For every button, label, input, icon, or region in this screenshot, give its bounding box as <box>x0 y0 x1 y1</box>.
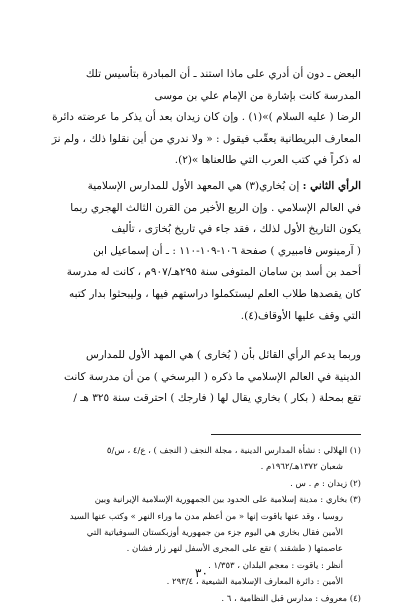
text-line: ( آرمينوس فامبيري ) صفحة ١٠٦-١٠٩-١١٠ : ـ أن إسماعيل ابن <box>93 244 361 257</box>
text-line: الدينية في العالم الإسلامي ما ذكره ( البرسخي ) من أن مدرسة كانت <box>64 370 361 383</box>
footnote-line: عاصمتها ( طشقند ) تقع على المجرى الأسفل لنهر زار فشان . <box>126 544 343 555</box>
text-line: المدرسة كانت بإشارة من الإمام علي بن موسى <box>154 89 361 102</box>
text-segment: إن بُخاري(٣) هي المعهد الأول للمدارس الإسلامية <box>87 179 300 192</box>
footnote-line: شعبان ١٣٧٢هـ/١٩٦٢م . <box>260 462 343 473</box>
text-line: تقع بمحلة ( بكار ) بخاري يقال لها ( فارجك ) احترقت سنة ٣٢٥ هـ / <box>73 392 361 405</box>
footnote-line: (١) الهلالي : نشأة المدارس الدينية ، مجلة النجف ( النجف ) ، ع/٤ ، س/٥ <box>106 445 361 456</box>
footnote-line: (٤) معروف : مدارس قبل النظامية ، ٦ . <box>221 593 361 604</box>
text-line: له ذكراً في كتب العرب التي طالعناها »(٢). <box>174 154 361 167</box>
page-number: ٣٠ <box>195 566 208 580</box>
footnote-line: (٣) بخاري : مدينة إسلامية على الحدود بين الجمهورية الإسلامية الإيرانية وبين <box>94 495 361 506</box>
paragraph-1 <box>40 64 361 172</box>
text-line: أحمد بن أسد بن سامان المتوفى سنة ٢٩٥هـ/٩٠٧م ، كانت له مدرسة <box>66 266 361 279</box>
footnote-line: روسيا ، وقد عنها ياقوت إنها « من أعظم مدن ما وراء النهر » وكتب عنها السيد <box>69 511 343 522</box>
text-line <box>40 176 361 198</box>
paragraph-2 <box>40 176 361 327</box>
footnote-line: أنظر : ياقوت : معجم البلدان ، ١/٣٥٣ . <box>208 560 343 571</box>
section-heading: الرأي الثاني : <box>302 179 361 192</box>
text-line: التي وقف عليها الأوقاف(٤). <box>240 309 361 322</box>
footnote-divider <box>211 434 361 435</box>
paragraph-3 <box>40 345 361 410</box>
footnote-line: الأمين فقال بخاري هي اليوم جزء من جمهورية أوزبكستان السوفياتية التي <box>86 527 343 538</box>
footnote-line: الأمين : دائرة المعارف الإسلامية الشيعية ، ٢٩٣/٤ . <box>166 577 343 588</box>
footnotes <box>40 443 361 607</box>
text-line: المعارف البريطانية يعقّب فيقول : « ولا ندري من أين نقلوا ذلك ، ولم نرَ <box>51 132 361 145</box>
text-line: البعض ـ دون أن أدري على ماذا استند ـ أن المبادرة بتأسيس تلك <box>85 68 361 80</box>
text-line: وربما يدعم الرأي القائل بأن ( بُخارى ) هي المهد الأول للمدارس <box>86 349 361 362</box>
text-line: كان يقصدها طلاب العلم ليستكملوا دراستهم فيها ، وليبحثوا بدار كتبه <box>69 287 361 300</box>
footnote-line: (٢) زيدان : م . س . <box>290 478 361 489</box>
text-line: الرضا ( عليه السلام )»(١) . وإن كان زيدان بعد أن يذكر ما عرضته دائرة <box>52 111 361 124</box>
text-line: يكون التاريخ الأول لذلك ، فقد جاء في تاريخ بُخارَى ، تأليف <box>111 223 361 236</box>
text-line: في العالم الإسلامي . وإن الربع الأخير من القرن الثالث الهجري ربما <box>70 201 361 214</box>
